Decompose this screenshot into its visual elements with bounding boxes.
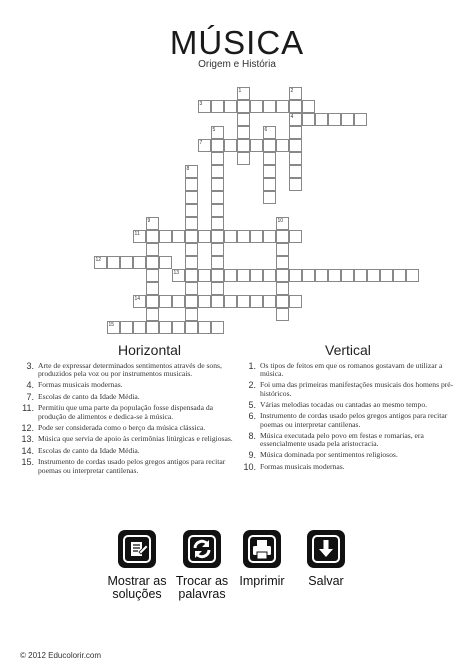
crossword-cell[interactable] [159, 256, 172, 269]
crossword-cell[interactable] [211, 165, 224, 178]
crossword-cell[interactable] [276, 243, 289, 256]
list-item: 1. Os tipos de feitos em que os romanos gostavam de utilizar a música. [248, 361, 443, 379]
crossword-cell[interactable] [263, 100, 276, 113]
crossword-cell[interactable] [185, 308, 198, 321]
list-item: 2. Foi uma das primeiras manifestações musicais dos homens pré-históricos. [248, 380, 454, 398]
crossword-cell[interactable] [146, 295, 159, 308]
clue-number: 3 [199, 100, 203, 107]
list-item: 8. Música executada pelo povo em festas e romarias, era essencialmente usada pela aristocracia. [248, 430, 424, 448]
crossword-cell[interactable] [211, 217, 224, 230]
crossword-cell[interactable] [198, 321, 211, 334]
crossword-cell[interactable] [302, 100, 315, 113]
crossword-cell[interactable] [185, 269, 198, 282]
crossword-cell[interactable] [185, 256, 198, 269]
show-solutions-label: Mostrar as soluções [107, 574, 167, 601]
crossword-cell[interactable] [250, 295, 263, 308]
crossword-cell[interactable] [289, 269, 302, 282]
crossword-cell[interactable] [198, 230, 211, 243]
crossword-cell[interactable] [367, 269, 380, 282]
printer-icon [243, 530, 281, 568]
list-item: 12. Pode ser considerada como o berço da música clássica. [21, 422, 206, 433]
crossword-cell[interactable] [237, 113, 250, 126]
clue-number: 5 [212, 126, 216, 133]
refresh-icon [183, 530, 221, 568]
show-solutions-icon [118, 530, 156, 568]
crossword-cell[interactable] [185, 178, 198, 191]
crossword-cell[interactable] [211, 152, 224, 165]
crossword-cell[interactable] [276, 230, 289, 243]
crossword-cell[interactable] [185, 230, 198, 243]
crossword-cell[interactable] [289, 165, 302, 178]
crossword-cell[interactable] [341, 113, 354, 126]
crossword-cell[interactable] [224, 295, 237, 308]
page-title: MÚSICA [169, 24, 305, 61]
crossword-cell[interactable] [224, 139, 237, 152]
crossword-cell[interactable] [289, 100, 302, 113]
vertical-clue-list [240, 362, 454, 474]
crossword-cell[interactable] [263, 295, 276, 308]
crossword-cell[interactable] [263, 269, 276, 282]
crossword-cell[interactable] [211, 243, 224, 256]
crossword-cell[interactable] [159, 230, 172, 243]
crossword-cell[interactable] [328, 113, 341, 126]
list-item: 9. Música dominada por sentimentos religiosos. [248, 450, 398, 461]
clue-number: 14 [134, 295, 141, 302]
crossword-cell[interactable] [289, 178, 302, 191]
crossword-cell[interactable] [302, 113, 315, 126]
crossword-cell[interactable] [224, 100, 237, 113]
crossword-cell[interactable] [276, 308, 289, 321]
list-item: 15. Instrumento de cordas usado pelos gregos antigos para recitar poemas ou interpretar cantilenas. [21, 457, 226, 475]
crossword-cell[interactable] [211, 204, 224, 217]
crossword-cell[interactable] [172, 295, 185, 308]
clue-number: 6 [264, 126, 268, 133]
crossword-cell[interactable] [250, 100, 263, 113]
crossword-cell[interactable] [328, 269, 341, 282]
crossword-cell[interactable] [185, 204, 198, 217]
crossword-cell[interactable] [263, 152, 276, 165]
clue-number: 4 [290, 113, 294, 120]
clue-number: 8 [186, 165, 190, 172]
clue-number: 1 [238, 87, 242, 94]
crossword-cell[interactable] [380, 269, 393, 282]
list-item: 4. Formas musicais modernas. [26, 380, 123, 391]
crossword-cell[interactable] [289, 230, 302, 243]
crossword-cell[interactable] [133, 256, 146, 269]
crossword-cell[interactable] [185, 191, 198, 204]
crossword-cell[interactable] [211, 230, 224, 243]
clue-number: 2 [290, 87, 294, 94]
horizontal-clue-list [18, 362, 240, 478]
clue-number: 12 [95, 256, 102, 263]
download-icon [307, 530, 345, 568]
crossword-cell[interactable] [211, 256, 224, 269]
crossword-cell[interactable] [211, 191, 224, 204]
crossword-cell[interactable] [211, 321, 224, 334]
crossword-cell[interactable] [237, 295, 250, 308]
clue-number: 7 [199, 139, 203, 146]
crossword-cell[interactable] [237, 152, 250, 165]
list-item: 6. Instrumento de cordas usado pelos gregos antigos para recitar poemas ou interpretar cantilenas. [248, 411, 448, 429]
copyright-footer: © 2012 Educolorir.com [20, 651, 102, 660]
clue-number: 10 [277, 217, 284, 224]
crossword-cell[interactable] [211, 139, 224, 152]
crossword-cell[interactable] [120, 321, 133, 334]
crossword-cell[interactable] [276, 139, 289, 152]
crossword-cell[interactable] [237, 230, 250, 243]
crossword-cell[interactable] [120, 256, 133, 269]
vertical-heading: Vertical [325, 342, 371, 358]
crossword-cell[interactable] [107, 256, 120, 269]
crossword-cell[interactable] [185, 217, 198, 230]
crossword-cell[interactable] [276, 295, 289, 308]
crossword-cell[interactable] [185, 321, 198, 334]
crossword-cell[interactable] [354, 269, 367, 282]
horizontal-heading: Horizontal [118, 342, 182, 358]
crossword-cell[interactable] [354, 113, 367, 126]
crossword-cell[interactable] [276, 269, 289, 282]
crossword-cell[interactable] [276, 100, 289, 113]
crossword-cell[interactable] [211, 269, 224, 282]
crossword-cell[interactable] [146, 256, 159, 269]
crossword-cell[interactable] [185, 282, 198, 295]
print-label: Imprimir [239, 574, 285, 588]
crossword-cell[interactable] [211, 295, 224, 308]
crossword-cell[interactable] [393, 269, 406, 282]
crossword-cell[interactable] [315, 113, 328, 126]
crossword-cell[interactable] [146, 308, 159, 321]
crossword-cell[interactable] [250, 269, 263, 282]
crossword-cell[interactable] [237, 139, 250, 152]
crossword-cell[interactable] [146, 243, 159, 256]
crossword-cell[interactable] [146, 230, 159, 243]
crossword-cell[interactable] [237, 126, 250, 139]
list-item: 10. Formas musicais modernas. [243, 461, 345, 472]
clue-number: 11 [134, 230, 140, 237]
crossword-cell[interactable] [276, 282, 289, 295]
page-subtitle: Origem e História [198, 59, 276, 70]
crossword-cell[interactable] [263, 165, 276, 178]
save-label: Salvar [308, 574, 344, 588]
crossword-cell[interactable] [237, 269, 250, 282]
crossword-cell[interactable] [159, 295, 172, 308]
list-item: 11. Permitiu que uma parte da população fosse dispensada da produção de alimentos e dedica-se à música. [22, 403, 214, 421]
crossword-cell[interactable] [406, 269, 419, 282]
crossword-cell[interactable] [302, 269, 315, 282]
list-item: 14. Escolas de canto da Idade Média. [21, 445, 140, 456]
crossword-cell[interactable] [198, 295, 211, 308]
clue-number: 15 [108, 321, 115, 328]
crossword-cell[interactable] [250, 230, 263, 243]
crossword-cell[interactable] [211, 178, 224, 191]
crossword-cell[interactable] [341, 269, 354, 282]
crossword-cell[interactable] [263, 230, 276, 243]
list-item: 5. Várias melodias tocadas ou cantadas ao mesmo tempo. [248, 399, 428, 410]
crossword-cell[interactable] [133, 321, 146, 334]
crossword-cell[interactable] [172, 321, 185, 334]
crossword-cell[interactable] [289, 126, 302, 139]
crossword-cell[interactable] [237, 100, 250, 113]
swap-words-label: Trocar as palavras [175, 574, 229, 601]
save-button[interactable] [284, 530, 368, 588]
crossword-cell[interactable] [146, 269, 159, 282]
crossword-cell[interactable] [185, 295, 198, 308]
clue-number: 13 [173, 269, 180, 276]
list-item: 3. Arte de expressar determinados sentimentos através de sons, produzidos pela voz ou por instrumentos musicais. [26, 361, 222, 379]
crossword-cell[interactable] [211, 282, 224, 295]
crossword-cell[interactable] [146, 282, 159, 295]
crossword-cell[interactable] [263, 139, 276, 152]
crossword-cell[interactable] [263, 178, 276, 191]
crossword-cell[interactable] [198, 269, 211, 282]
crossword-cell[interactable] [172, 230, 185, 243]
crossword-cell[interactable] [289, 152, 302, 165]
crossword-cell[interactable] [250, 139, 263, 152]
crossword-cell[interactable] [315, 269, 328, 282]
clue-number: 9 [147, 217, 151, 224]
crossword-cell[interactable] [146, 321, 159, 334]
crossword-cell[interactable] [289, 139, 302, 152]
list-item: 7. Escolas de canto da Idade Média. [26, 391, 140, 402]
crossword-cell[interactable] [276, 256, 289, 269]
crossword-cell[interactable] [211, 100, 224, 113]
crossword-cell[interactable] [289, 295, 302, 308]
crossword-cell[interactable] [224, 269, 237, 282]
crossword-cell[interactable] [185, 243, 198, 256]
list-item: 13. Música que servia de apoio às cerimônias litúrgicas e religiosas. [21, 434, 233, 445]
crossword-cell[interactable] [224, 230, 237, 243]
crossword-cell[interactable] [263, 191, 276, 204]
crossword-cell[interactable] [159, 321, 172, 334]
